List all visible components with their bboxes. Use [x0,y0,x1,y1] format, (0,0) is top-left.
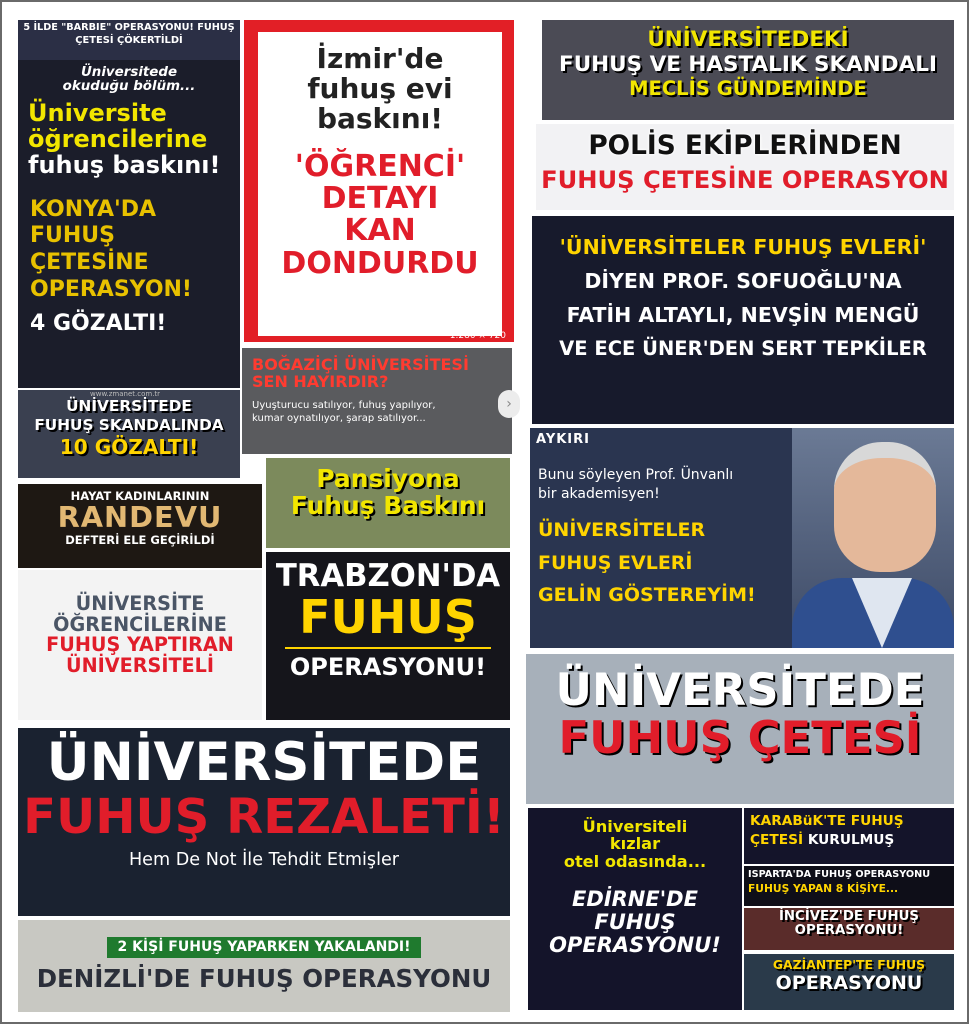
image-size-label: 1.280 × 720 [449,331,506,341]
headline-konya[interactable] [18,20,240,388]
edirne-l3: otel odasında... [563,851,707,871]
meclis-l3: MECLİS GÜNDEMİNDE [629,77,867,101]
rezalet-l2: FUHUŞ REZALETİ! [23,789,505,846]
rezalet-l3: Hem De Not İle Tehdit Etmişler [128,850,400,871]
konya-yellow-1: Üniversite [28,98,167,127]
izmir-l1: İzmir'de [316,42,444,75]
bogazici-l2: SEN HAYIRDIR? [252,372,389,392]
headline-cetesi[interactable] [526,654,954,804]
gozalti-l2: FUHUŞ SKANDALINDA [34,415,224,434]
headline-gaziantep[interactable] [744,954,954,1010]
izmir-l7: DONDURDU [281,245,479,281]
bogazici-l4: kumar oynatılıyor, şarap satılıyor... [252,413,426,425]
headline-universiteli[interactable] [18,570,262,720]
isparta-l1: ISPARTA'DA FUHUŞ OPERASYONU [748,869,931,880]
univ-l3: FUHUŞ YAPTIRAN [46,633,234,657]
gaziantep-l2: OPERASYONU [775,972,923,995]
polis-l1: POLİS EKİPLERİNDEN [588,130,902,161]
karabuk-l2: ÇETESİ [750,831,804,848]
cetesi-l1: ÜNİVERSİTEDE [555,663,925,716]
konya-k5: 4 GÖZALTI! [30,310,167,336]
headline-trabzon[interactable] [266,552,510,720]
izmir-l2: fuhuş evi [307,72,453,106]
konya-k4: OPERASYON! [30,277,192,303]
headline-randevu[interactable] [18,484,262,568]
rezalet-l1: ÜNİVERSİTEDE [46,732,482,793]
headline-pansiyon[interactable] [266,458,510,548]
headline-10-gozalti[interactable] [18,390,240,478]
denizli-l2: DENİZLİ'DE FUHUŞ OPERASYONU [36,964,492,994]
izmir-l5: DETAYI [321,181,439,217]
gozalti-l3: 10 GÖZALTI! [59,435,199,460]
headline-bogazici[interactable] [242,348,512,454]
aykiri-sub-1: Bunu söyleyen Prof. Ünvanlı [538,467,734,483]
barbie-line-2: ÇETESİ ÇÖKERTİLDİ [75,35,183,47]
trabzon-l3: OPERASYONU! [289,652,487,681]
edirne-l1: Üniversiteli [582,817,688,836]
denizli-banner [107,937,420,958]
randevu-l1: HAYAT KADINLARININ [70,489,210,503]
headline-meclis[interactable] [542,20,954,120]
randevu-l3: DEFTERİ ELE GEÇİRİLDİ [65,532,215,547]
konya-k2: FUHUŞ [30,223,116,249]
headline-sofuoglu[interactable] [532,216,954,424]
konya-white-3: fuhuş baskını! [28,150,221,179]
headline-isparta[interactable] [744,866,954,906]
izmir-l6: KAN [344,213,416,249]
univ-l2: ÖĞRENCİLERİNE [53,612,227,636]
watermark: www.zmanet.com.tr [90,390,161,398]
univ-l1: ÜNİVERSİTE [75,592,205,615]
aykiri-logo: AYKIRI [536,432,590,447]
sofu-l2: DİYEN PROF. SOFUOĞLU'NA [584,269,902,294]
aykiri-sub-2: bir akademisyen! [538,486,660,503]
portrait-head [834,442,936,572]
konya-yellow-2: öğrencilerine [28,124,208,153]
incivez-l1: İNCİVEZ'DE FUHUŞ [778,909,919,924]
sofu-l3: FATİH ALTAYLI, NEVŞİN MENGÜ [566,303,920,328]
pansiyon-l1: Pansiyona [316,464,460,493]
headline-polis[interactable] [536,124,954,210]
aykiri-y3: GELİN GÖSTEREYİM! [538,584,756,607]
edirne-l4: EDİRNE'DE [572,887,698,912]
isparta-l2: FUHUŞ YAPAN 8 KİŞİYE... [748,882,899,896]
headline-karabuk[interactable] [744,808,954,864]
karabuk-l3: KURULMUŞ [807,831,895,848]
meclis-l1: ÜNİVERSİTEDEKİ [647,27,849,52]
cetesi-l2: FUHUŞ ÇETESİ [558,711,922,765]
gaziantep-l1: GAZİANTEP'TE FUHUŞ [772,957,926,972]
univ-l4: ÜNİVERSİTELİ [65,654,215,678]
headline-izmir[interactable] [244,20,514,342]
izmir-l4: 'ÖĞRENCİ' [294,148,466,184]
trabzon-divider [285,647,491,649]
aykiri-y2: FUHUŞ EVLERİ [538,551,693,574]
barbie-banner [18,20,240,60]
trabzon-l1: TRABZON'DA [275,559,501,594]
aykiri-y1: ÜNİVERSİTELER [538,519,706,542]
meclis-l2: FUHUŞ VE HASTALIK SKANDALI [559,52,937,78]
konya-sub-1: Üniversitede [80,65,178,80]
barbie-line-1: 5 İLDE "BARBIE" OPERASYONU! FUHUŞ [23,22,235,33]
konya-k1: KONYA'DA [30,196,157,222]
konya-sub-2: okuduğu bölüm... [62,79,196,95]
headline-incivez[interactable] [744,908,954,950]
edirne-l2: kızlar [609,834,661,854]
karabuk-l1: KARABüK'TE FUHUŞ [750,813,904,829]
incivez-l2: OPERASYONU! [794,923,904,939]
izmir-card [258,32,502,336]
polis-l2: FUHUŞ ÇETESİNE OPERASYON [541,165,949,194]
edirne-l6: OPERASYONU! [549,932,721,957]
headline-rezalet[interactable] [18,728,510,916]
sofu-l1: 'ÜNİVERSİTELER FUHUŞ EVLERİ' [559,235,927,259]
pansiyon-l2: Fuhuş Baskını [290,490,486,520]
sofu-l4: VE ECE ÜNER'DEN SERT TEPKİLER [559,337,927,361]
headline-edirne[interactable] [528,808,742,1010]
carousel-next-arrow[interactable]: › [498,390,520,418]
headline-aykiri[interactable] [530,428,954,648]
trabzon-l2: FUHUŞ [299,590,477,645]
bogazici-l3: Uyuşturucu satılıyor, fuhuş yapılıyor, [252,399,436,411]
denizli-l1: 2 KİŞİ FUHUŞ YAPARKEN YAKALANDI! [117,939,411,955]
bogazici-l1: BOĞAZİÇİ ÜNİVERSİTESİ [252,355,469,374]
headline-denizli[interactable] [18,920,510,1012]
randevu-l2: RANDEVU [57,500,223,535]
gozalti-l1: ÜNİVERSİTEDE [66,397,192,415]
edirne-l5: FUHUŞ [594,910,676,935]
konya-k3: ÇETESİNE [30,250,149,276]
izmir-l3: baskını! [316,102,444,136]
